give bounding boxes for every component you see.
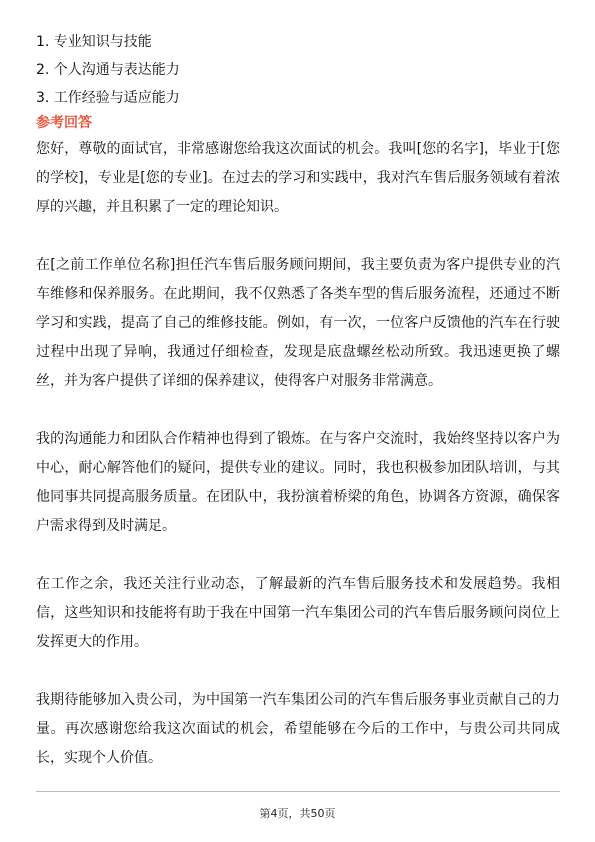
- paragraph-closing: 我期待能够加入贵公司，为中国第一汽车集团公司的汽车售后服务事业贡献自己的力量。再次感谢您给我这次面试的机会，希望能够在今后的工作中，与贵公司共同成长，实现个人价值。: [36, 692, 560, 766]
- footer-divider: [36, 791, 560, 792]
- reference-answer-heading: 参考回答: [36, 115, 92, 131]
- document-body: [36, 28, 560, 773]
- list-item-2: 2. 个人沟通与表达能力: [36, 62, 180, 78]
- list-item-3: 3. 工作经验与适应能力: [36, 90, 180, 106]
- paragraph-introduction: 您好，尊敬的面试官，非常感谢您给我这次面试的机会。我叫[您的名字]，毕业于[您的学校]，专业是[您的专业]。在过去的学习和实践中，我对汽车售后服务领域有着浓厚的兴趣，并且积累了一定的理论知识。: [36, 141, 560, 215]
- paragraph-teamwork: 我的沟通能力和团队合作精神也得到了锻炼。在与客户交流时，我始终坚持以客户为中心，耐心解答他们的疑问，提供专业的建议。同时，我也积极参加团队培训，与其他同事共同提高服务质量。在团队中，我扮演着桥梁的角色，协调各方资源，确保客户需求得到及时满足。: [36, 431, 560, 534]
- page-number: 第4页，共50页: [259, 807, 336, 820]
- paragraph-work-experience: 在[之前工作单位名称]担任汽车售后服务顾问期间，我主要负责为客户提供专业的汽车维修和保养服务。在此期间，我不仅熟悉了各类车型的售后服务流程，还通过不断学习和实践，提高了自己的维修技能。例如，有一次，一位客户反馈他的汽车在行驶过程中出现了异响，我通过仔细检查，发现是底盘螺丝松动所致。我迅速更换了螺丝，并为客户提供了详细的保养建议，使得客户对服务非常满意。: [36, 257, 560, 389]
- list-item-1: 1. 专业知识与技能: [36, 34, 152, 50]
- paragraph-industry-awareness: 在工作之余，我还关注行业动态，了解最新的汽车售后服务技术和发展趋势。我相信，这些知识和技能将有助于我在中国第一汽车集团公司的汽车售后服务顾问岗位上发挥更大的作用。: [36, 576, 560, 650]
